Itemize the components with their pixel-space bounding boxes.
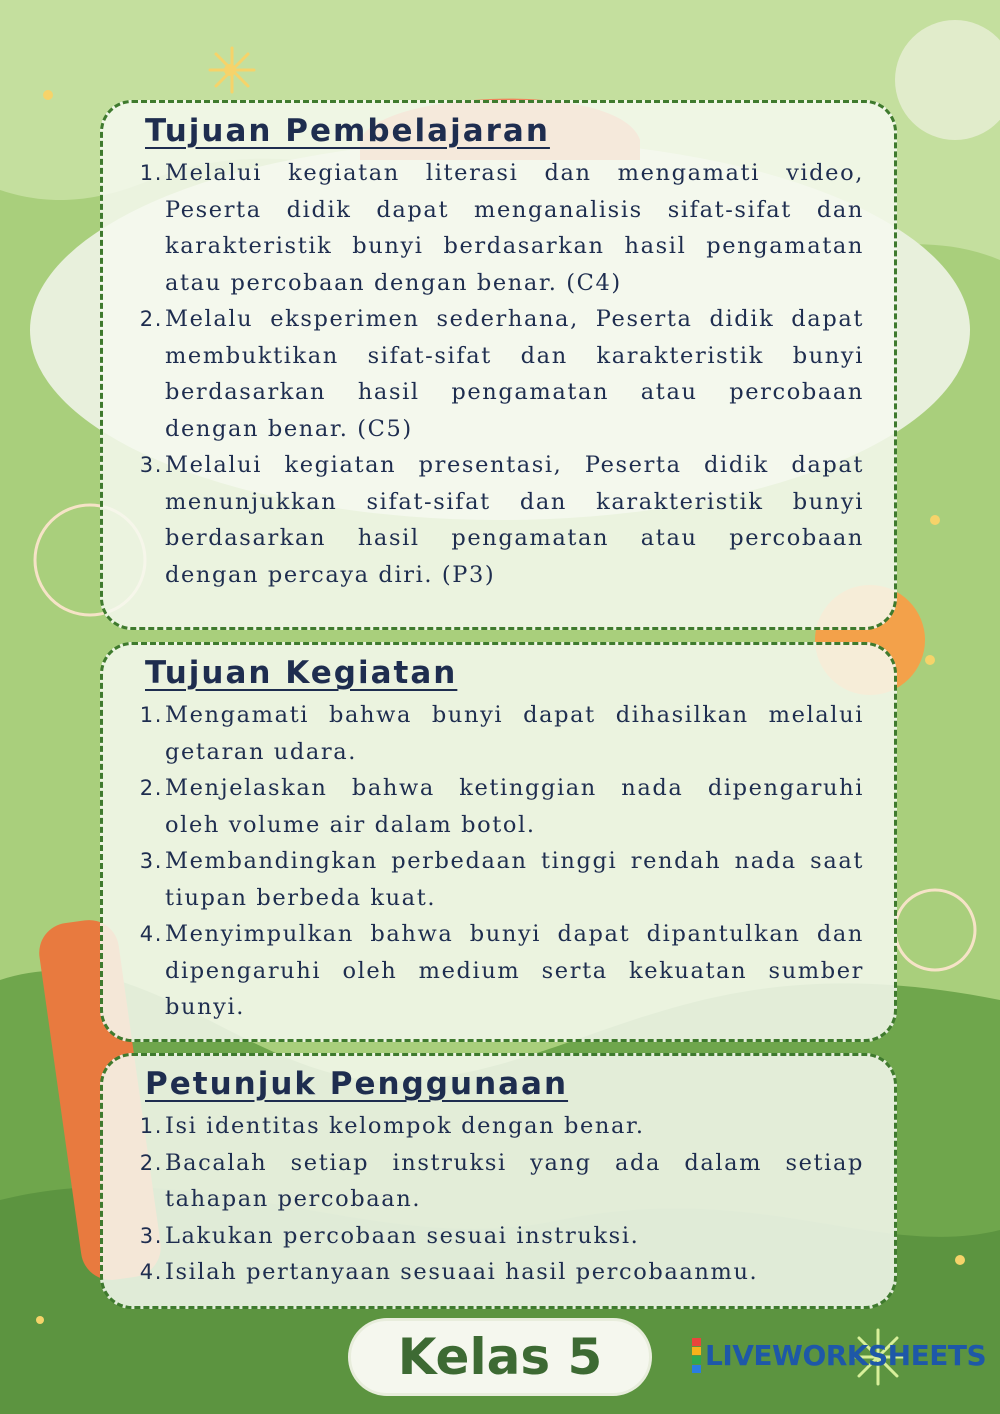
activity-list	[133, 697, 864, 1026]
section-title: Tujuan Kegiatan	[145, 655, 458, 691]
list-item: 3. Membandingkan perbedaan tinggi rendah nada saat tiupan berbeda kuat.	[139, 848, 864, 911]
section-title: Petunjuk Penggunaan	[145, 1066, 569, 1102]
list-item: 2. Melalu eksperimen sederhana, Peserta didik dapat membuktikan sifat-sifat dan karakteristik bunyi berdasarkan hasil pengamatan atau percobaan dengan benar. (C5)	[139, 306, 864, 442]
list-item: 2. Bacalah setiap instruksi yang ada dalam setiap tahapan percobaan.	[139, 1149, 864, 1212]
list-item: 1. Mengamati bahwa bunyi dapat dihasilkan melalui getaran udara.	[139, 702, 864, 765]
list-item: 4. Isilah pertanyaan sesuaai hasil percobaanmu.	[139, 1259, 759, 1285]
instruction-list	[133, 1108, 864, 1291]
liveworksheets-logo-icon	[692, 1338, 701, 1373]
card-petunjuk-penggunaan	[100, 1053, 897, 1309]
list-item: 2. Menjelaskan bahwa ketinggian nada dipengaruhi oleh volume air dalam botol.	[139, 775, 864, 838]
section-title: Tujuan Pembelajaran	[145, 113, 550, 149]
class-badge: Kelas 5	[348, 1318, 652, 1396]
liveworksheets-brand[interactable]	[692, 1338, 986, 1372]
list-item: 3. Lakukan percobaan sesuai instruksi.	[139, 1222, 640, 1249]
list-item: 3. Melalui kegiatan presentasi, Peserta didik dapat menunjukkan sifat-sifat dan karakteristik bunyi berdasarkan hasil pengamatan atau percobaan dengan percaya diri. (P3)	[139, 452, 864, 588]
list-item: 4. Menyimpulkan bahwa bunyi dapat dipantulkan dan dipengaruhi oleh medium serta kekuatan sumber bunyi.	[139, 921, 864, 1020]
objective-list	[133, 155, 864, 593]
card-tujuan-kegiatan	[100, 642, 897, 1042]
list-item: 1. Melalui kegiatan literasi dan mengamati video, Peserta didik dapat menganalisis sifat-sifat dan karakteristik bunyi berdasarkan hasil pengamatan atau percobaan dengan benar. (C4)	[139, 160, 864, 296]
brand-label: LIVEWORKSHEETS	[705, 1338, 987, 1372]
card-tujuan-pembelajaran	[100, 100, 897, 630]
list-item: 1. Isi identitas kelompok dengan benar.	[139, 1113, 645, 1139]
